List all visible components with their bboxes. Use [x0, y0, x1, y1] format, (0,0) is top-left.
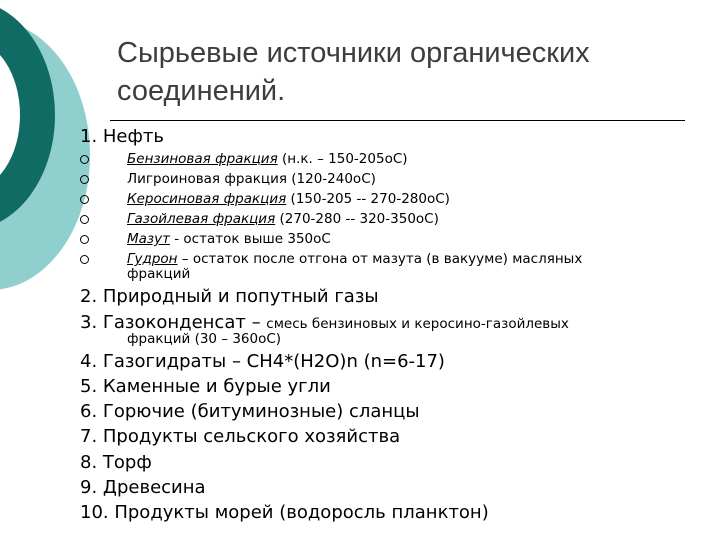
fraction-6-name: Гудрон	[127, 251, 178, 267]
item-1-oil: 1. Нефть	[80, 126, 164, 147]
item-8-peat: 8. Торф	[80, 452, 152, 473]
fraction-5-name: Мазут	[127, 231, 170, 247]
item-2-gas: 2. Природный и попутный газы	[80, 286, 379, 307]
item-9-wood: 9. Древесина	[80, 477, 206, 498]
fraction-5-rest: - остаток выше 350оС	[169, 231, 331, 247]
fraction-4-name: Газойлевая фракция	[127, 211, 276, 227]
item-3-note-continuation: фракций (30 – 360оС)	[127, 331, 282, 347]
bullet-icon	[80, 255, 89, 264]
fraction-4-rest: (270-280 -- 320-350оС)	[275, 211, 439, 227]
item-3-main: 3. Газоконденсат –	[80, 312, 261, 333]
fraction-6-continuation: фракций	[127, 266, 191, 282]
item-4-hydrates: 4. Газогидраты – CH4*(H2O)n (n=6-17)	[80, 351, 445, 372]
title-underline	[110, 120, 685, 121]
item-5-coal: 5. Каменные и бурые угли	[80, 376, 331, 397]
fraction-3-rest: (150-205 -- 270-280оС)	[286, 191, 450, 207]
fraction-2: Лигроиновая фракция (120-240оС)	[127, 171, 376, 187]
bullet-icon	[80, 195, 89, 204]
bullet-icon	[80, 215, 89, 224]
fraction-3	[127, 191, 450, 207]
fraction-6-rest: – остаток после отгона от мазута (в вакууме) масляных	[177, 251, 583, 267]
fraction-6	[127, 251, 582, 267]
bullet-icon	[80, 155, 89, 164]
bullet-icon	[80, 235, 89, 244]
fraction-5	[127, 231, 331, 247]
fraction-1-rest: (н.к. – 150-205оС)	[277, 151, 408, 167]
item-10-sea-products: 10. Продукты морей (водоросль планктон)	[80, 502, 489, 523]
item-3-note: смесь бензиновых и керосино-газойлевых	[266, 316, 569, 332]
slide-title: Сырьевые источники органических соединений.	[117, 37, 590, 107]
item-6-shale: 6. Горючие (битуминозные) сланцы	[80, 401, 420, 422]
fraction-3-name: Керосиновая фракция	[127, 191, 287, 207]
bullet-icon	[80, 175, 89, 184]
fraction-1-name: Бензиновая фракция	[127, 151, 278, 167]
fraction-4	[127, 211, 439, 227]
item-7-agriculture: 7. Продукты сельского хозяйства	[80, 426, 401, 447]
fraction-1	[127, 151, 408, 167]
